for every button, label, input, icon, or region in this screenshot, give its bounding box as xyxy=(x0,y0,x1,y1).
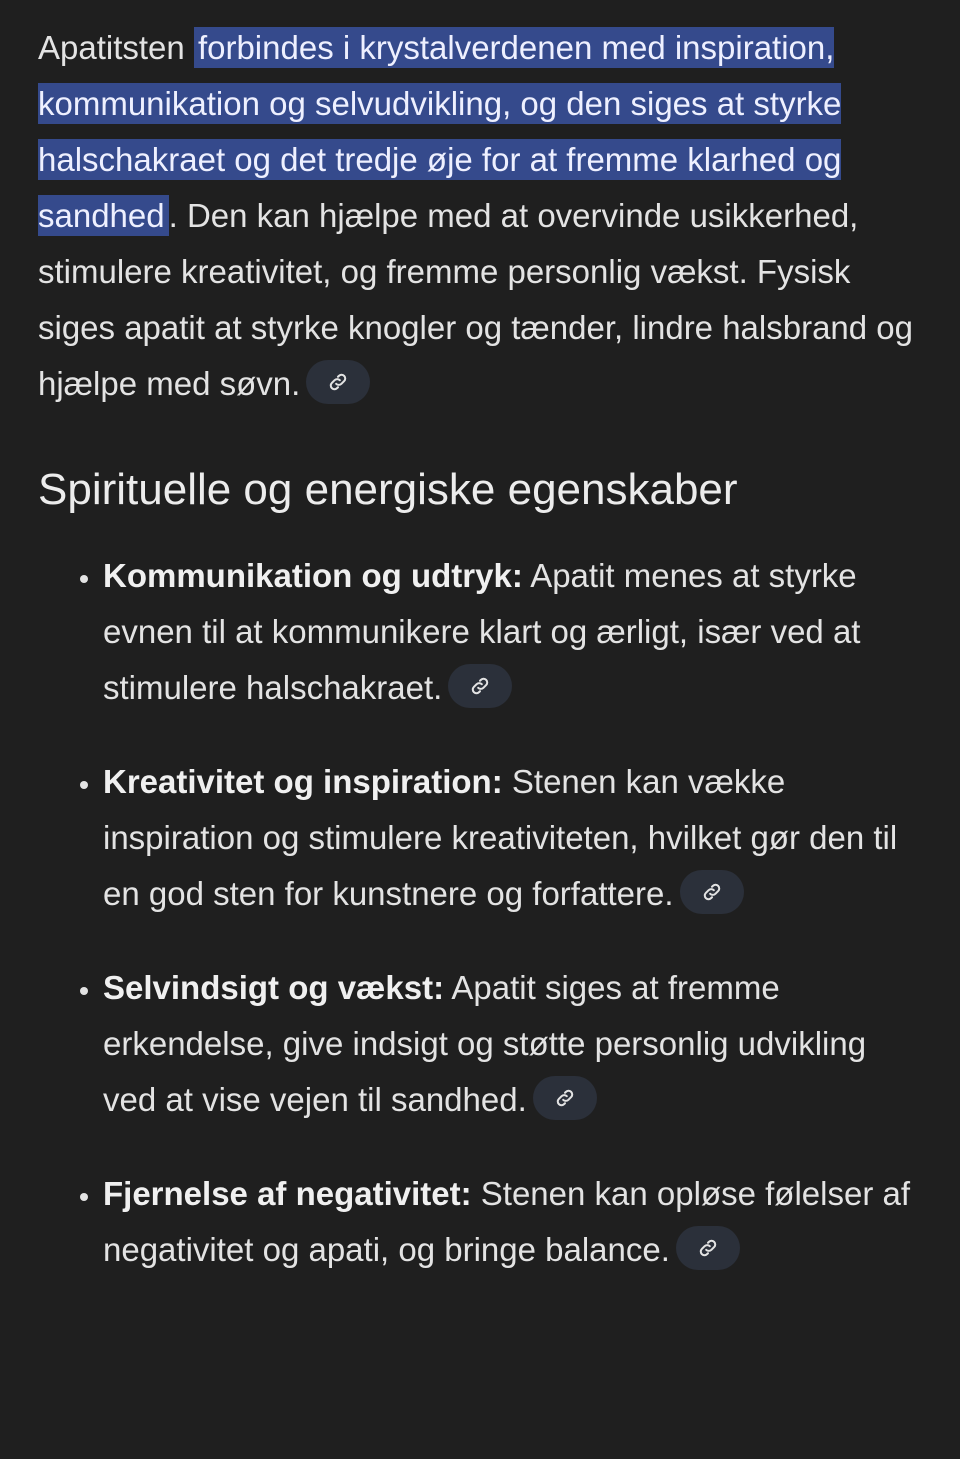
list-item xyxy=(103,1166,928,1278)
source-link-button[interactable] xyxy=(680,870,744,914)
item-title: Selvindsigt og vækst: xyxy=(103,969,445,1006)
item-text: Stenen kan opløse følelser af negativitet og apati, og bringe balance. xyxy=(103,1175,911,1268)
list-item xyxy=(103,548,928,716)
source-link-button[interactable] xyxy=(448,664,512,708)
source-link-button[interactable] xyxy=(306,360,370,404)
item-title: Kommunikation og udtryk: xyxy=(103,557,523,594)
link-icon xyxy=(327,371,349,393)
item-text: Apatit siges at fremme erkendelse, give indsigt og støtte personlig udvikling ved at vise vejen til sandhed. xyxy=(103,969,867,1118)
list-item xyxy=(103,754,928,922)
section-heading: Spirituelle og energiske egenskaber xyxy=(38,465,738,514)
link-icon xyxy=(701,881,723,903)
item-text: Apatit menes at styrke evnen til at kommunikere klart og ærligt, især ved at stimulere halschakraet. xyxy=(103,557,861,706)
intro-paragraph xyxy=(38,20,928,412)
properties-list xyxy=(38,548,928,1278)
highlighted-text[interactable]: forbindes i krystalverdenen med inspiration, kommunikation og selvudvikling, og den siges at styrke halschakraet og det tredje øje for at fremme klarhed og sandhed xyxy=(38,29,842,234)
item-title: Kreativitet og inspiration: xyxy=(103,763,503,800)
list-item xyxy=(103,960,928,1128)
link-icon xyxy=(554,1087,576,1109)
source-link-button[interactable] xyxy=(533,1076,597,1120)
intro-text-start: Apatitsten xyxy=(38,29,194,66)
link-icon xyxy=(469,675,491,697)
intro-text-end: . Den kan hjælpe med at overvinde usikkerhed, stimulere kreativitet, og fremme personlig vækst. Fysisk siges apatit at styrke knogler og tænder, lindre halsbrand og hjælpe med søvn. xyxy=(38,197,914,402)
link-icon xyxy=(697,1237,719,1259)
item-title: Fjernelse af negativitet: xyxy=(103,1175,472,1212)
source-link-button[interactable] xyxy=(676,1226,740,1270)
item-text: Stenen kan vække inspiration og stimulere kreativiteten, hvilket gør den til en god sten for kunstnere og forfattere. xyxy=(103,763,898,912)
